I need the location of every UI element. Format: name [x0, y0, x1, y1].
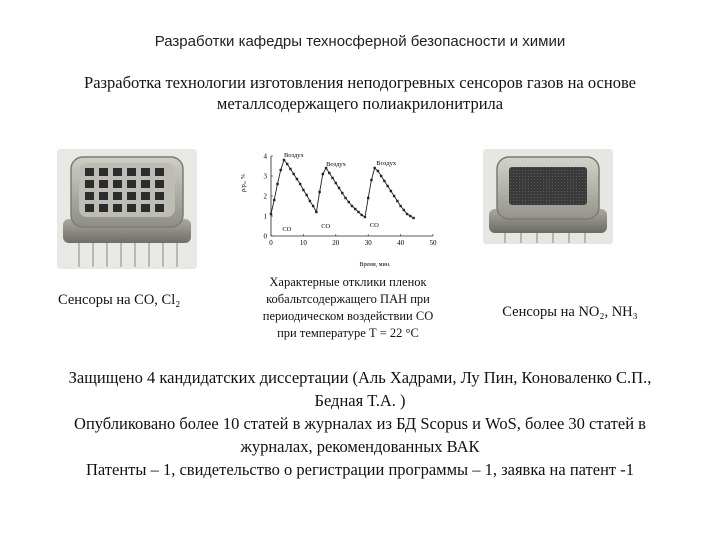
chart-caption-line: периодическом воздействии CO: [262, 309, 434, 323]
chart-data-point: [318, 191, 320, 193]
chart-data-point: [273, 199, 275, 201]
chart-caption: [232, 274, 464, 342]
subtitle-line: Разработка технологии изготовления неподогревных сенсоров газов на основе: [84, 73, 636, 92]
chart-x-tick-label: 50: [429, 239, 437, 247]
chart-data-point: [390, 190, 392, 192]
chart-data-point: [344, 197, 346, 199]
sensor-left-caption: Сенсоры на CO, Cl₂: [58, 292, 181, 308]
achievement-line: Опубликовано более 10 статей в журналах из БД Scopus и WoS, более 30 статей в: [74, 414, 646, 433]
chart-data-point: [302, 189, 304, 191]
response-chart: [233, 148, 448, 270]
chart-annotation: CO: [369, 222, 379, 229]
chart-x-tick-label: 30: [364, 239, 372, 247]
achievement-line: журналах, рекомендованных ВАК: [240, 437, 480, 456]
chart-data-point: [393, 195, 395, 197]
chart-data-point: [354, 208, 356, 210]
chart-data-point: [331, 177, 333, 179]
chart-data-point: [361, 214, 363, 216]
chart-x-label: Время, мин.: [359, 262, 391, 268]
achievement-line: Патенты – 1, свидетельство о регистрации программы – 1, заявка на патент -1: [85, 460, 634, 479]
chart-data-point: [396, 200, 398, 202]
chart-y-tick-label: 4: [263, 152, 267, 161]
chart-data-point: [283, 159, 285, 161]
chart-annotation: CO: [282, 226, 292, 233]
chart-data-point: [357, 211, 359, 213]
chart-data-point: [286, 163, 288, 165]
chart-data-point: [348, 201, 350, 203]
chart-data-point: [380, 175, 382, 177]
chart-data-point: [373, 167, 375, 169]
chart-axes: [271, 156, 433, 236]
chart-y-tick-label: 0: [263, 232, 267, 241]
chart-data-point: [270, 213, 272, 215]
chart-data-point: [280, 169, 282, 171]
chart-data-point: [370, 179, 372, 181]
achievements-text: [25, 366, 695, 481]
chart-data-point: [312, 205, 314, 207]
slide-subtitle: [40, 72, 680, 114]
chart-data-point: [341, 192, 343, 194]
chart-x-tick-label: 10: [299, 239, 307, 247]
page-header: Разработки кафедры техносферной безопасности и химии: [154, 33, 566, 50]
chart-data-point: [296, 178, 298, 180]
chart-data-point: [338, 187, 340, 189]
chart-y-label: ρ/ρ₀, %: [241, 174, 247, 192]
sensor-co-cl2-image: [57, 149, 197, 269]
chart-data-point: [289, 168, 291, 170]
chart-data-point: [328, 172, 330, 174]
chart-y-tick-label: 1: [263, 212, 267, 221]
chart-annotation: Воздух: [326, 161, 346, 168]
chart-annotations: [282, 152, 397, 233]
chart-data-point: [335, 182, 337, 184]
chart-data-point: [412, 217, 414, 219]
chart-data-point: [403, 209, 405, 211]
chart-data-point: [309, 200, 311, 202]
chart-data-point: [351, 205, 353, 207]
chart-data-point: [367, 197, 369, 199]
chart-data-point: [276, 183, 278, 185]
chart-data-point: [383, 180, 385, 182]
sensor-film: [509, 167, 587, 205]
achievement-line: Бедная Т.А. ): [314, 391, 406, 410]
achievement-line: Защищено 4 кандидатских диссертации (Аль Хадрами, Лу Пин, Коноваленко С.П.,: [68, 368, 652, 387]
chart-data-point: [315, 211, 317, 213]
chart-caption-line: кобальтсодержащего ПАН при: [266, 292, 430, 306]
chart-data-point: [305, 194, 307, 196]
sensor-no2-nh3-image: [483, 149, 613, 244]
chart-caption-line: Характерные отклики пленок: [269, 275, 427, 289]
chart-data-point: [377, 170, 379, 172]
chart-data-point: [322, 173, 324, 175]
chart-annotation: Воздух: [283, 152, 304, 159]
chart-data-point: [364, 216, 366, 218]
chart-x-tick-label: 0: [269, 239, 273, 247]
chart-y-tick-label: 2: [263, 192, 267, 201]
chart-y-tick-label: 3: [263, 172, 267, 181]
chart-data-point: [406, 213, 408, 215]
chart-series-line: [271, 160, 414, 218]
chart-annotation: CO: [321, 223, 331, 230]
chart-x-tick-label: 20: [332, 239, 340, 247]
chart-data-point: [299, 183, 301, 185]
chart-caption-line: при температуре Т = 22 °C: [277, 326, 419, 340]
sensor-right-caption: Сенсоры на NO₂, NH₃: [502, 304, 638, 320]
chart-annotation: Воздух: [376, 160, 397, 167]
chart-data-point: [386, 185, 388, 187]
chart-data-point: [292, 173, 294, 175]
chart-x-tick-label: 40: [397, 239, 405, 247]
chart-data-point: [409, 215, 411, 217]
subtitle-line: металлсодержащего полиакрилонитрила: [216, 94, 504, 113]
chart-data-point: [399, 205, 401, 207]
